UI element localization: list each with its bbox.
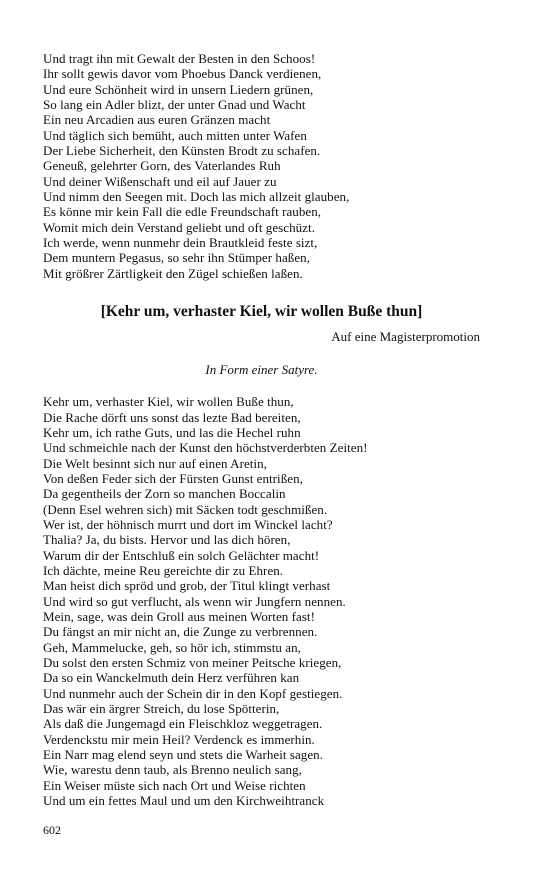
verse-line: Und schmeichle nach der Kunst den höchstverderbten Zeiten!	[43, 440, 368, 456]
verse-line: Womit mich dein Verstand geliebt und oft geschüzt.	[43, 219, 315, 235]
verse-line: Und nimm den Seegen mit. Doch las mich allzeit glauben,	[43, 189, 350, 205]
verse-line: Kehr um, ich rathe Guts, und las die Hechel ruhn	[43, 424, 301, 440]
page-number: 602	[43, 823, 61, 837]
verse-line: Warum dir der Entschluß ein solch Gelächter macht!	[43, 547, 320, 563]
verse-line: Ein Weiser müste sich nach Ort und Weise richten	[43, 777, 306, 793]
verse-line: Mein, sage, was dein Groll aus meinen Worten fast!	[43, 608, 315, 624]
verse-line: Es könne mir kein Fall die edle Freundschaft rauben,	[43, 204, 322, 220]
poem-dedication: Auf eine Magisterpromotion	[331, 329, 480, 345]
poem-subtitle: In Form einer Satyre.	[205, 362, 318, 378]
verse-line: Und wird so gut verflucht, als wenn wir Jungfern nennen.	[43, 593, 346, 609]
verse-line: Man heist dich spröd und grob, der Titul klingt verhast	[43, 578, 331, 594]
verse-line: Ein Narr mag elend seyn und stets die Warheit sagen.	[43, 747, 324, 763]
verse-line: Wie, warestu denn taub, als Brenno neulich sang,	[43, 762, 302, 778]
verse-line: Verdenckstu mir mein Heil? Verdenck es immerhin.	[43, 731, 315, 747]
verse-line: Wer ist, der höhnisch murrt und dort im Winckel lacht?	[43, 516, 333, 532]
verse-line: Geh, Mammelucke, geh, so hör ich, stimmstu an,	[43, 639, 301, 655]
verse-line: Von deßen Feder sich der Fürsten Gunst entrißen,	[43, 470, 303, 486]
verse-line: Dem muntern Pegasus, so sehr ihn Stümper haßen,	[43, 250, 311, 266]
verse-line: Ein neu Arcadien aus euren Gränzen macht	[43, 112, 271, 128]
verse-line: Und deiner Wißenschaft und eil auf Jauer zu	[43, 173, 277, 189]
verse-line: Kehr um, verhaster Kiel, wir wollen Buße thun,	[43, 394, 294, 410]
page-body	[43, 51, 480, 808]
verse-line: Ihr sollt gewis davor vom Phoebus Danck verdienen,	[43, 66, 322, 82]
verse-line: Da gegentheils der Zorn so manchen Boccalin	[43, 486, 286, 502]
verse-line: Und nunmehr auch der Schein dir in den Kopf gestiegen.	[43, 685, 343, 701]
poem-title: [Kehr um, verhaster Kiel, wir wollen Buße thun]	[100, 303, 423, 321]
verse-line: Du solst den ersten Schmiz von meiner Peitsche kriegen,	[43, 655, 342, 670]
verse-line: Mit größrer Zärtligkeit den Zügel schießen laßen.	[43, 265, 303, 281]
verse-line: Und tragt ihn mit Gewalt der Besten in den Schoos!	[43, 51, 316, 66]
verse-line: Als daß die Jungemagd ein Fleischkloz weggetragen.	[43, 716, 323, 732]
verse-line: Und täglich sich bemüht, auch mitten unter Wafen	[43, 127, 307, 143]
verse-line: Du fängst an mir nicht an, die Zunge zu verbrennen.	[43, 624, 318, 640]
verse-line: Der Liebe Sicherheit, den Künsten Brodt zu schafen.	[43, 143, 321, 159]
verse-line: Thalia? Ja, du bists. Hervor und las dich hören,	[43, 532, 291, 548]
verse-line: Und um ein fettes Maul und um den Kirchweihtranck	[43, 793, 325, 809]
verse-line: (Denn Esel wehren sich) mit Säcken todt geschmißen.	[43, 501, 328, 517]
verse-line: Geneuß, gelehrter Gorn, des Vaterlandes Ruh	[43, 158, 281, 174]
poem-verses	[43, 394, 480, 808]
verse-line: Die Rache dörft uns sonst das lezte Bad bereiten,	[43, 409, 301, 425]
verse-line: Ich dächte, meine Reu gereichte dir zu Ehren.	[43, 562, 284, 578]
verse-line: Die Welt besinnt sich nur auf einen Aretin,	[43, 455, 267, 471]
poem-continuation	[43, 51, 480, 281]
verse-line: So lang ein Adler blizt, der unter Gnad und Wacht	[43, 97, 306, 113]
verse-line: Und eure Schönheit wird in unsern Liedern grünen,	[43, 81, 314, 97]
verse-line: Das wär ein ärgrer Streich, du lose Spötterin,	[43, 701, 280, 717]
verse-line: Da so ein Wanckelmuth dein Herz verführen kan	[43, 670, 300, 686]
verse-line: Ich werde, wenn nunmehr dein Brautkleid feste sizt,	[43, 235, 318, 251]
